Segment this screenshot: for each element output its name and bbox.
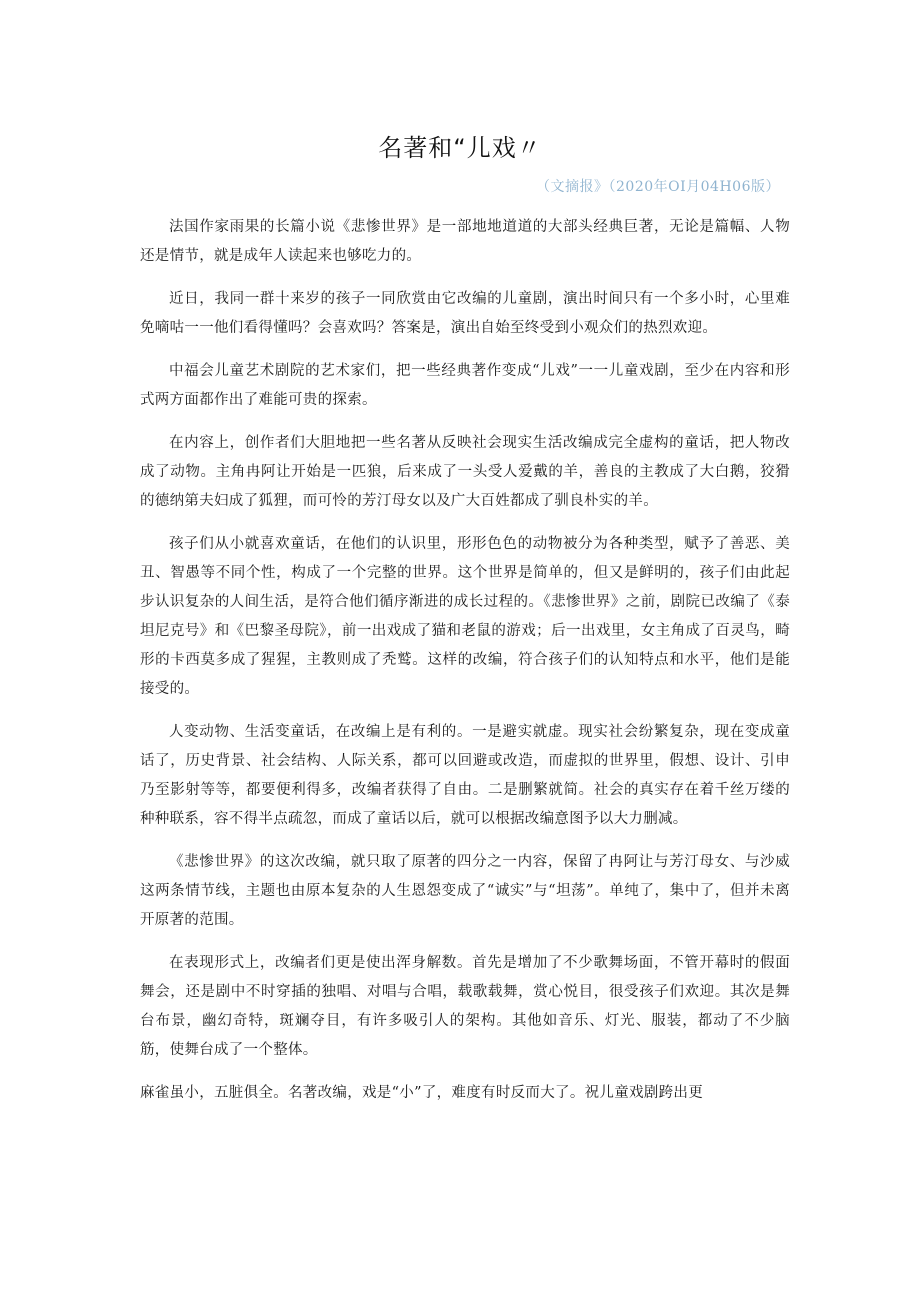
paragraph-6: 人变动物、生活变童话，在改编上是有利的。一是避实就虚。现实社会纷繁复杂，现在变成童话了，历史背景、社会结构、人际关系，都可以回避或改造，而虚拟的世界里，假想、设计、引申乃至影射等等，都要便利得多，改编者获得了自由。二是删繁就简。社会的真实存在着千丝万缕的种种联系，容不得半点疏忽，而成了童话以后，就可以根据改编意图予以大力删减。 bbox=[140, 724, 790, 827]
article-title: 名著和“儿戏〃 bbox=[378, 134, 542, 162]
paragraph-5: 孩子们从小就喜欢童话，在他们的认识里，形形色色的动物被分为各种类型，赋予了善恶、美丑、智愚等不同个性，构成了一个完整的世界。这个世界是简单的，但又是鲜明的，孩子们由此起步认识复杂的人间生活，是符合他们循序渐进的成长过程的。《悲惨世界》之前，剧院已改编了《泰坦尼克号》和《巴黎圣母院》，前一出戏成了猫和老鼠的游戏；后一出戏里，女主角成了百灵鸟，畸形的卡西莫多成了猩猩，主教则成了秃鹫。这样的改编，符合孩子们的认知特点和水平，他们是能接受的。 bbox=[140, 536, 790, 697]
paragraph-3: 中福会儿童艺术剧院的艺术家们，把一些经典著作变成“儿戏”一一儿童戏剧，至少在内容和形式两方面都作出了难能可贵的探索。 bbox=[140, 363, 790, 408]
paragraph-4: 在内容上，创作者们大胆地把一些名著从反映社会现实生活改编成完全虚构的童话，把人物改成了动物。主角冉阿让开始是一匹狼，后来成了一头受人爱戴的羊，善良的主教成了大白鹅，狡猾的德纳第夫妇成了狐狸，而可怜的芳汀母女以及广大百姓都成了驯良朴实的羊。 bbox=[140, 435, 790, 509]
article-source: （文摘报》（2020年OI月04H06版） bbox=[536, 179, 780, 195]
paragraph-2: 近日，我同一群十来岁的孩子一同欣赏由它改编的儿童剧，演出时间只有一个多小时，心里难免嘀咕一一他们看得懂吗？会喜欢吗？答案是，演出自始至终受到小观众们的热烈欢迎。 bbox=[140, 291, 790, 336]
article-body bbox=[140, 213, 790, 1122]
paragraph-9: 麻雀虽小，五脏俱全。名著改编，戏是“小”了，难度有时反而大了。祝儿童戏剧跨出更 bbox=[140, 1085, 704, 1101]
paragraph-1: 法国作家雨果的长篇小说《悲惨世界》是一部地地道道的大部头经典巨著，无论是篇幅、人物还是情节，就是成年人读起来也够吃力的。 bbox=[140, 219, 790, 264]
paragraph-7: 《悲惨世界》的这次改编，就只取了原著的四分之一内容，保留了冉阿让与芳汀母女、与沙威这两条情节线，主题也由原本复杂的人生恩怨变成了“诚实”与“坦荡”。单纯了，集中了，但并未离开原著的范围。 bbox=[140, 854, 790, 928]
paragraph-8: 在表现形式上，改编者们更是使出浑身解数。首先是增加了不少歌舞场面，不管开幕时的假面舞会，还是剧中不时穿插的独唱、对唱与合唱，载歌载舞，赏心悦目，很受孩子们欢迎。其次是舞台布景，幽幻奇特，斑斓夺目，有许多吸引人的架构。其他如音乐、灯光、服装，都动了不少脑筋，使舞台成了一个整体。 bbox=[140, 955, 790, 1058]
